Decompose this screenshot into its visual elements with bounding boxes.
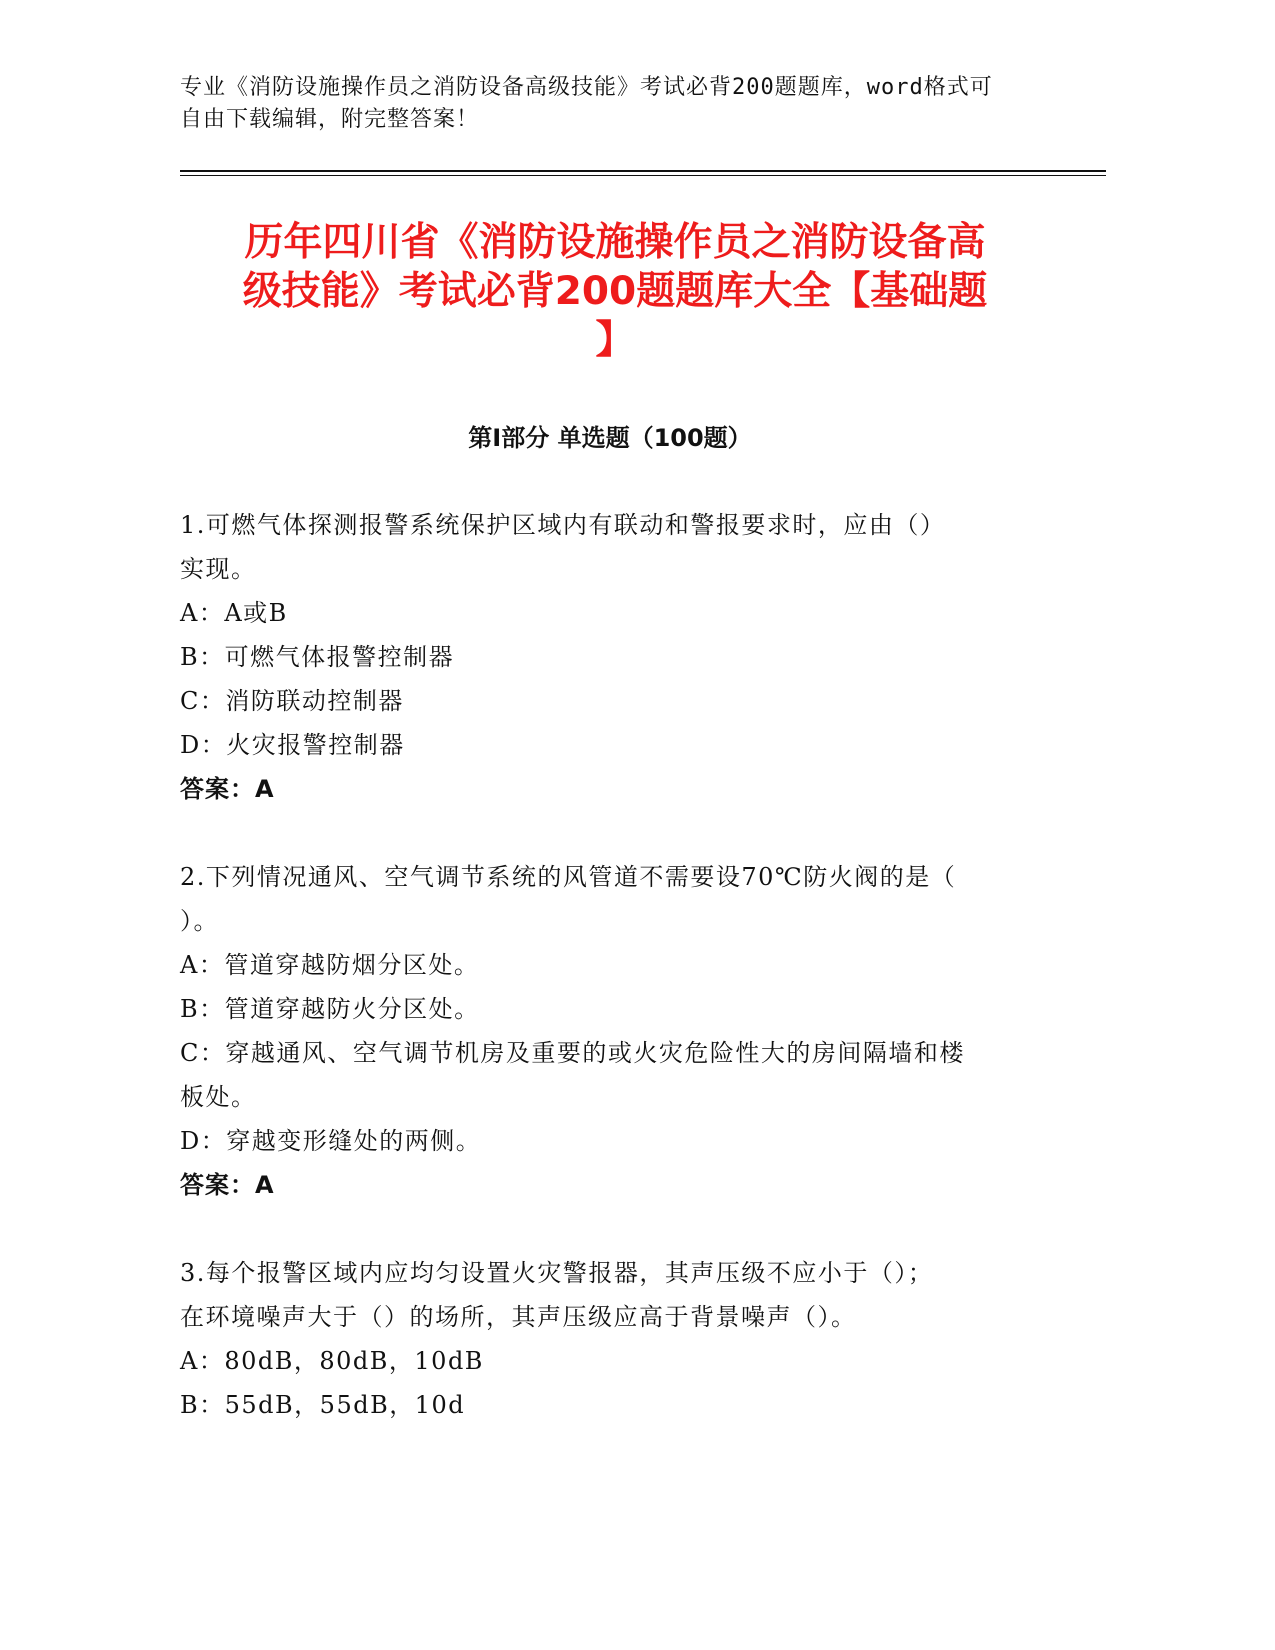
header-note-line: 自由下载编辑，附完整答案！ — [180, 107, 480, 132]
option-d: D：火灾报警控制器 — [180, 731, 405, 759]
option-c-continued: 板处。 — [180, 1083, 257, 1111]
question-stem: 在环境噪声大于（）的场所，其声压级应高于背景噪声（）。 — [180, 1303, 857, 1331]
question-1 — [180, 503, 1040, 811]
option-a: A：80dB，80dB，10dB — [180, 1347, 484, 1375]
option-a: A：管道穿越防烟分区处。 — [180, 951, 480, 979]
option-c: C：消防联动控制器 — [180, 687, 404, 715]
option-b: B：55dB，55dB，10d — [180, 1391, 466, 1419]
section-title: 第I部分 单选题（100题） — [468, 424, 752, 452]
document-title-line: 级技能》考试必背200题题库大全【基础题 — [242, 269, 988, 314]
header-note-line: 专业《消防设施操作员之消防设备高级技能》考试必背200题题库，word格式可 — [180, 75, 993, 100]
question-stem: 3.每个报警区域内应均匀设置火灾警报器，其声压级不应小于（）； — [180, 1259, 934, 1287]
header-divider — [180, 170, 1106, 172]
option-d: D：穿越变形缝处的两侧。 — [180, 1127, 482, 1155]
question-stem: ）。 — [180, 907, 219, 935]
question-stem: 实现。 — [180, 555, 257, 583]
header-divider-thin — [180, 175, 1106, 176]
option-b: B：可燃气体报警控制器 — [180, 643, 455, 671]
answer: 答案：A — [180, 775, 275, 803]
question-list — [180, 503, 1040, 1471]
answer: 答案：A — [180, 1171, 275, 1199]
question-3 — [180, 1251, 1040, 1427]
question-stem: 2.下列情况通风、空气调节系统的风管道不需要设70℃防火阀的是（ — [180, 863, 957, 891]
option-c: C：穿越通风、空气调节机房及重要的或火灾危险性大的房间隔墙和楼 — [180, 1039, 965, 1067]
document-title — [150, 218, 1080, 365]
question-2 — [180, 855, 1040, 1207]
header-note — [180, 72, 1060, 136]
document-title-line: 】 — [595, 318, 635, 363]
question-stem: 1.可燃气体探测报警系统保护区域内有联动和警报要求时，应由（） — [180, 511, 946, 539]
document-title-line: 历年四川省《消防设施操作员之消防设备高 — [244, 220, 986, 265]
option-b: B：管道穿越防火分区处。 — [180, 995, 480, 1023]
option-a: A：A或B — [180, 599, 288, 627]
